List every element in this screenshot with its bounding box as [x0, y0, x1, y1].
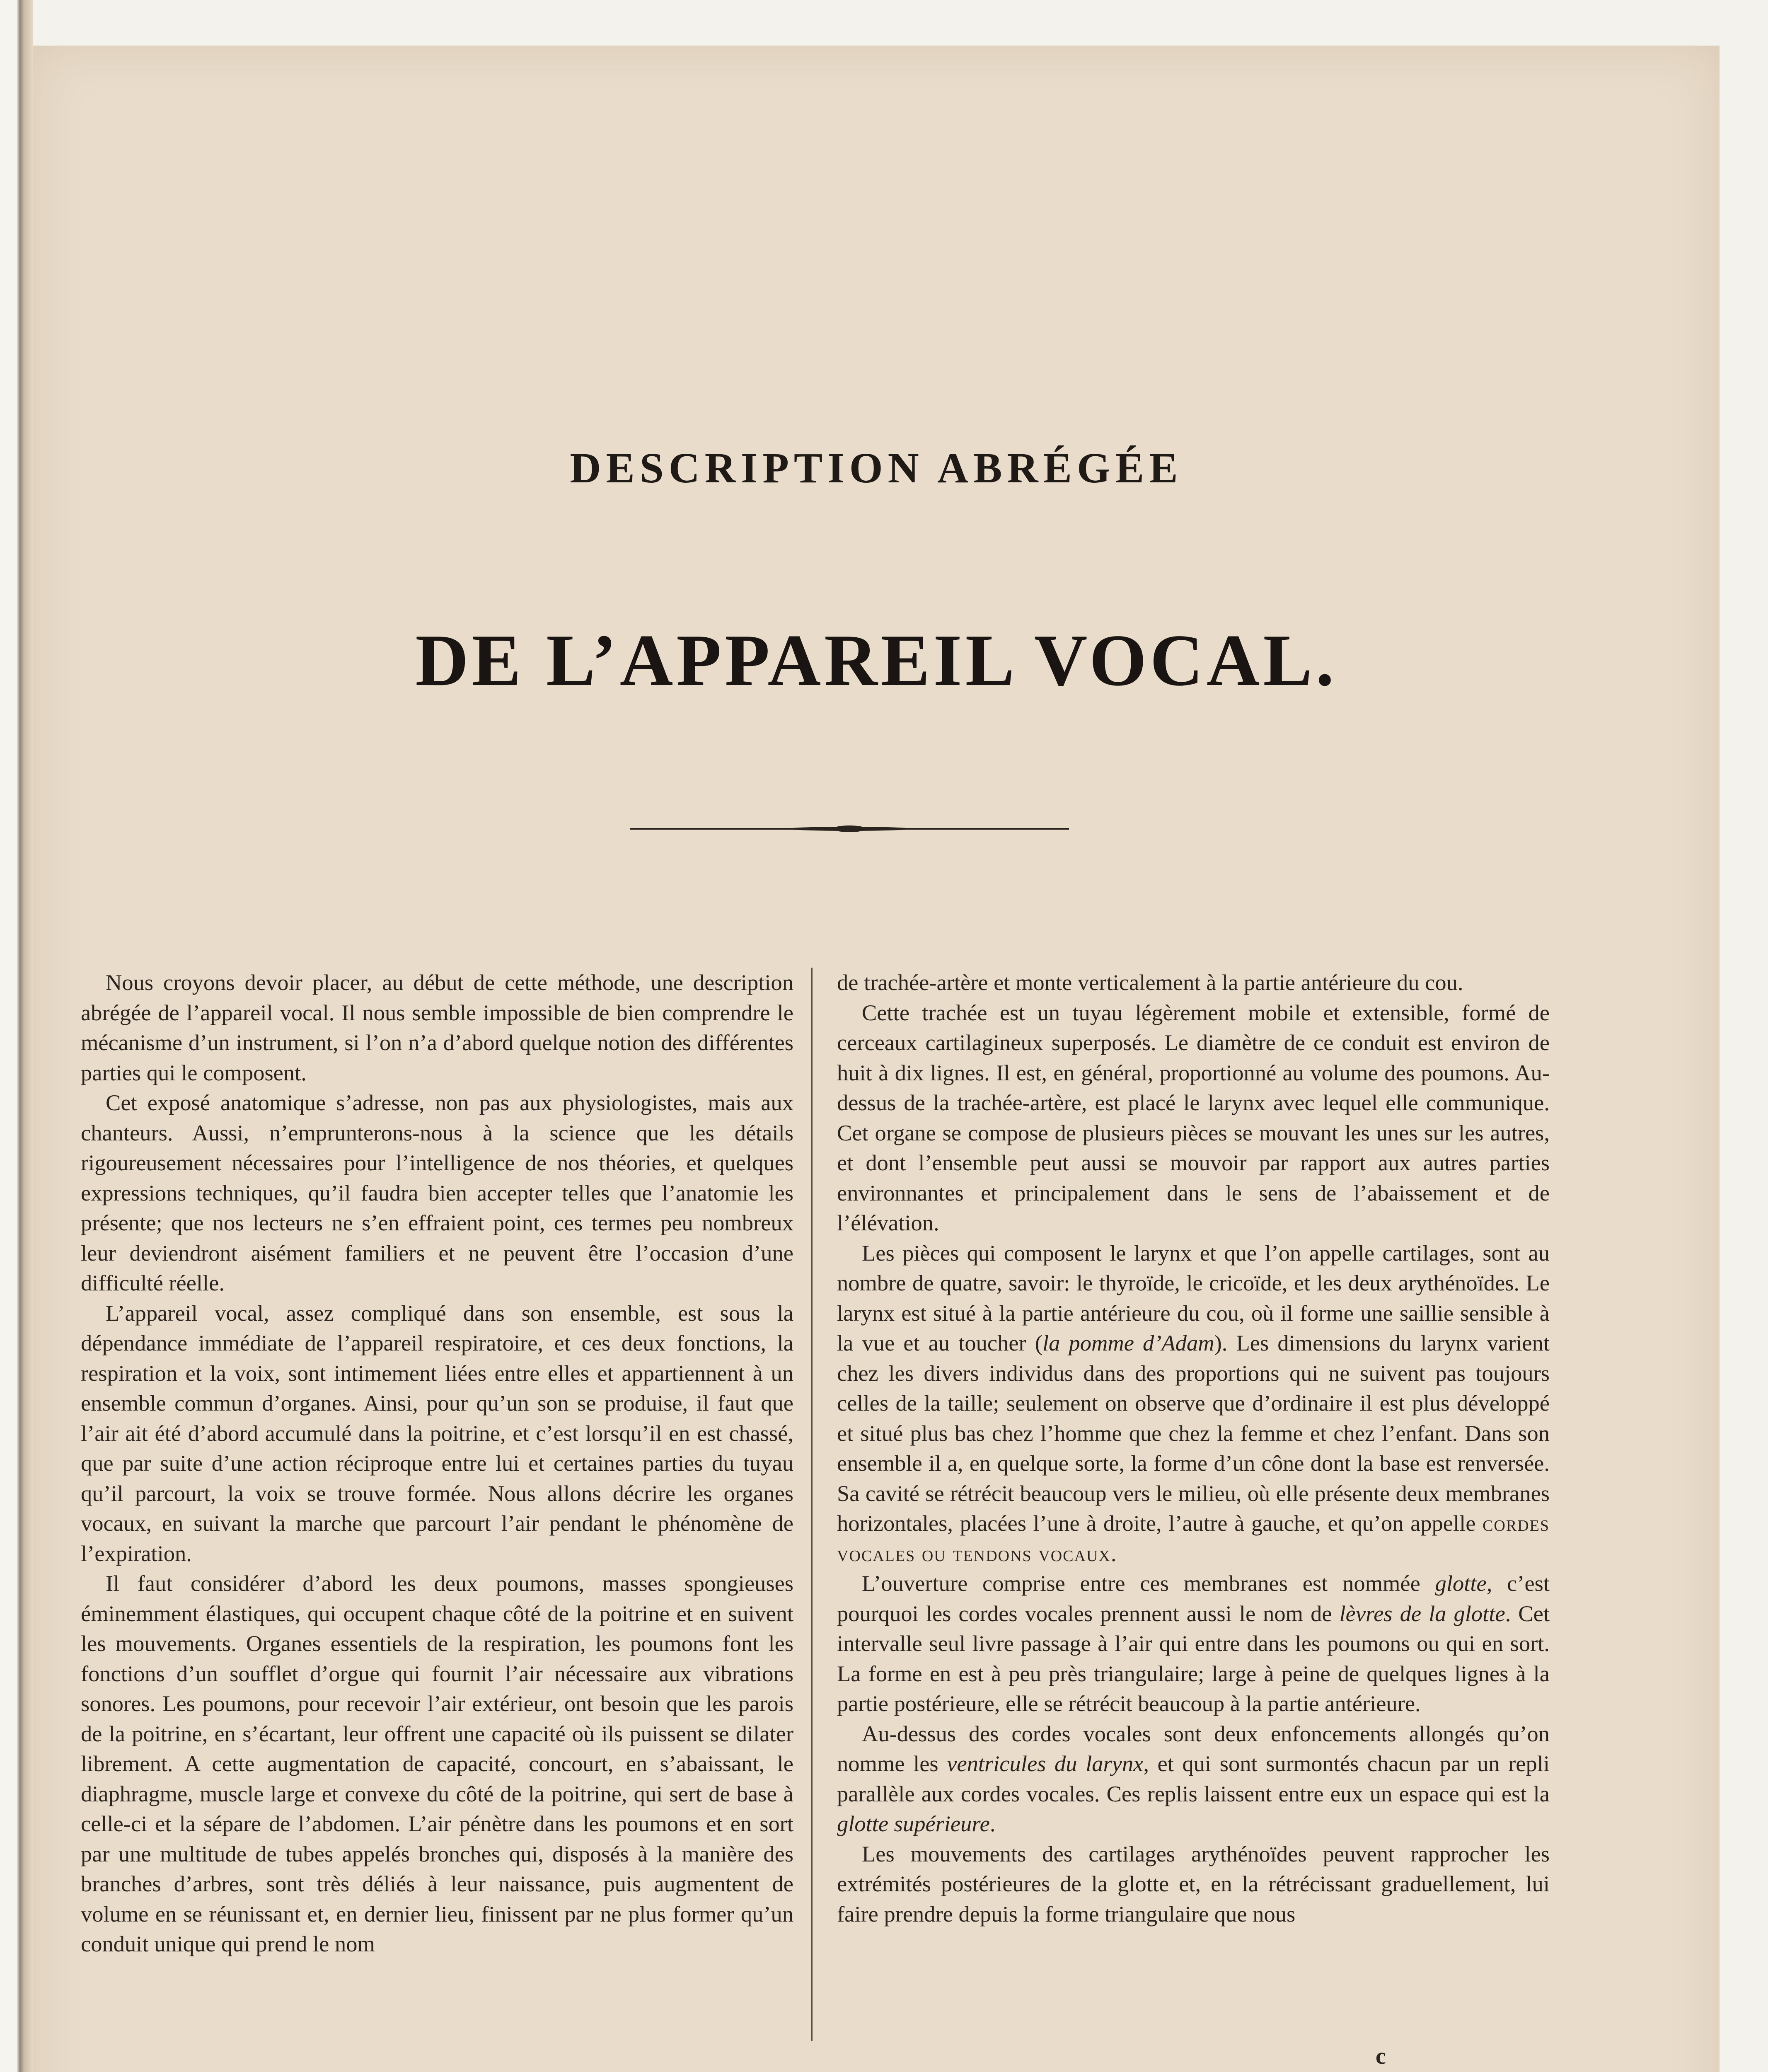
small-caps-term: cordes vocales ou tendons vocaux: [837, 1510, 1550, 1566]
signature-mark: c: [1376, 2043, 1386, 2069]
paragraph: Cette trachée est un tuyau légèrement mobile et extensible, formé de cerceaux cartilagineux superposés. Le diamètre de ce conduit est environ de huit à dix lignes. Il est, en général, proportionné au volume des poumons. Au-dessus de la trachée-artère, est placé le larynx avec lequel elle communique. Cet organe se compose de plusieurs pièces se mouvant les unes sur les autres, et dont l’ensemble peut aussi se mouvoir par rapport aux autres parties environnantes et principalement dans le sens de l’abaissement et de l’élévation.: [837, 1000, 1550, 1235]
paragraph: L’ouverture comprise entre ces membranes est nommée glotte, c’est pourquoi les cordes vocales prennent aussi le nom de lèvres de la glotte. Cet intervalle seul livre passage à l’air qui entre dans les poumons ou qui en sort. La forme en est à peu près triangulaire; large à peine de quelques lignes à la partie postérieure, elle se rétrécit beaucoup à la partie antérieure.: [837, 1571, 1550, 1716]
heading-line-1: DESCRIPTION ABRÉGÉE: [570, 444, 1183, 492]
paragraph: Au-dessus des cordes vocales sont deux enfoncements allongés qu’on nomme les ventricules du larynx, et qui sont surmontés chacun par un repli parallèle aux cordes vocales. Ces replis laissent entre eux un espace qui est la glotte supérieure.: [837, 1721, 1550, 1836]
italic-term: glotte supérieure: [837, 1811, 990, 1836]
paragraph: Nous croyons devoir placer, au début de cette méthode, une description abrégée de l’appareil vocal. Il nous semble impossible de bien comprendre le mécanisme d’un instrument, si l’on n’a d’abord quelque notion des différentes parties qui le composent.: [81, 970, 793, 1085]
ornamental-rule: [630, 825, 1069, 833]
italic-term: glotte: [1435, 1571, 1487, 1596]
paragraph: L’appareil vocal, assez compliqué dans son ensemble, est sous la dépendance immédiate de l’appareil respiratoire, et ces deux fonctions, la respiration et la voix, sont intimement liées entre elles et appartiennent à un ensemble commun d’organes. Ainsi, pour qu’un son se produise, il faut que l’air ait été d’abord accumulé dans la poitrine, et c’est lorsqu’il en est chassé, que par suite d’une action réciproque entre lui et certaines parties du tuyau qu’il parcourt, la voix se trouve formée. Nous allons décrire les organes vocaux, en suivant la marche que parcourt l’air pendant le phénomène de l’expiration.: [81, 1300, 793, 1566]
italic-term: ventricules du larynx: [947, 1751, 1144, 1776]
scan-background-top: [0, 0, 1768, 46]
scan-background-right: [1720, 0, 1768, 2072]
italic-term: la pomme d’Adam: [1042, 1330, 1214, 1356]
text-column-left: [81, 968, 793, 1959]
book-gutter: [0, 0, 33, 2072]
heading-line-2: DE L’APPAREIL VOCAL.: [415, 619, 1337, 701]
paragraph: de trachée-artère et monte verticalement à la partie antérieure du cou.: [837, 970, 1463, 995]
paragraph: Les mouvements des cartilages arythénoïdes peuvent rapprocher les extrémités postérieures de la glotte et, en la rétrécissant graduellement, lui faire prendre depuis la forme triangulaire que nous: [837, 1841, 1550, 1927]
paragraph: Il faut considérer d’abord les deux poumons, masses spongieuses éminemment élastiques, qui occupent chaque côté de la poitrine et en suivent les mouvements. Organes essentiels de la respiration, les poumons font les fonctions d’un soufflet d’orgue qui fournit l’air nécessaire aux vibrations sonores. Les poumons, pour recevoir l’air extérieur, ont besoin que les parois de la poitrine, en s’écartant, leur offrent une capacité où ils puissent se dilater librement. A cette augmentation de capacité, concourt, en s’abaissant, le diaphragme, muscle large et convexe du côté de la poitrine, qui sert de base à celle-ci et la sépare de l’abdomen. L’air pénètre dans les poumons et en sort par une multitude de tubes appelés bronches qui, disposés à la manière des branches d’arbres, sont très déliés à leur naissance, puis augmentent de volume en se réunissant et, en dernier lieu, finissent par ne plus former qu’un conduit unique qui prend le nom: [81, 1571, 793, 1956]
italic-term: lèvres de la glotte: [1339, 1600, 1505, 1626]
column-divider: [811, 968, 813, 2041]
text-column-right: [837, 968, 1550, 1929]
paragraph: Cet exposé anatomique s’adresse, non pas aux physiologistes, mais aux chanteurs. Aussi, n’emprunterons-nous à la science que les détails rigoureusement nécessaires pour l’intelligence de nos théories, et quelques expressions techniques, qu’il faudra bien accepter telles que l’anatomie les présente; que nos lecteurs ne s’en effraient point, ces termes peu nombreux leur deviendront aisément familiers et ne peuvent être l’occasion d’une difficulté réelle.: [81, 1090, 793, 1295]
paragraph: Les pièces qui composent le larynx et que l’on appelle cartilages, sont au nombre de quatre, savoir: le thyroïde, le cricoïde, et les deux arythénoïdes. Le larynx est situé à la partie antérieure du cou, où il forme une saillie sensible à la vue et au toucher (la pomme d’Adam). Les dimensions du larynx varient chez les divers individus dans des proportions qui ne suivent pas toujours celles de la taille; seulement on observe que d’ordinaire il est plus développé et situé plus bas chez l’homme que chez la femme et chez l’enfant. Dans son ensemble il a, en quelque sorte, la forme d’un cône dont la base est renversée. Sa cavité se rétrécit beaucoup vers le milieu, où elle présente deux membranes horizontales, placées l’une à droite, l’autre à gauche, et qu’on appelle cordes vocales ou tendons vocaux.: [837, 1240, 1550, 1566]
